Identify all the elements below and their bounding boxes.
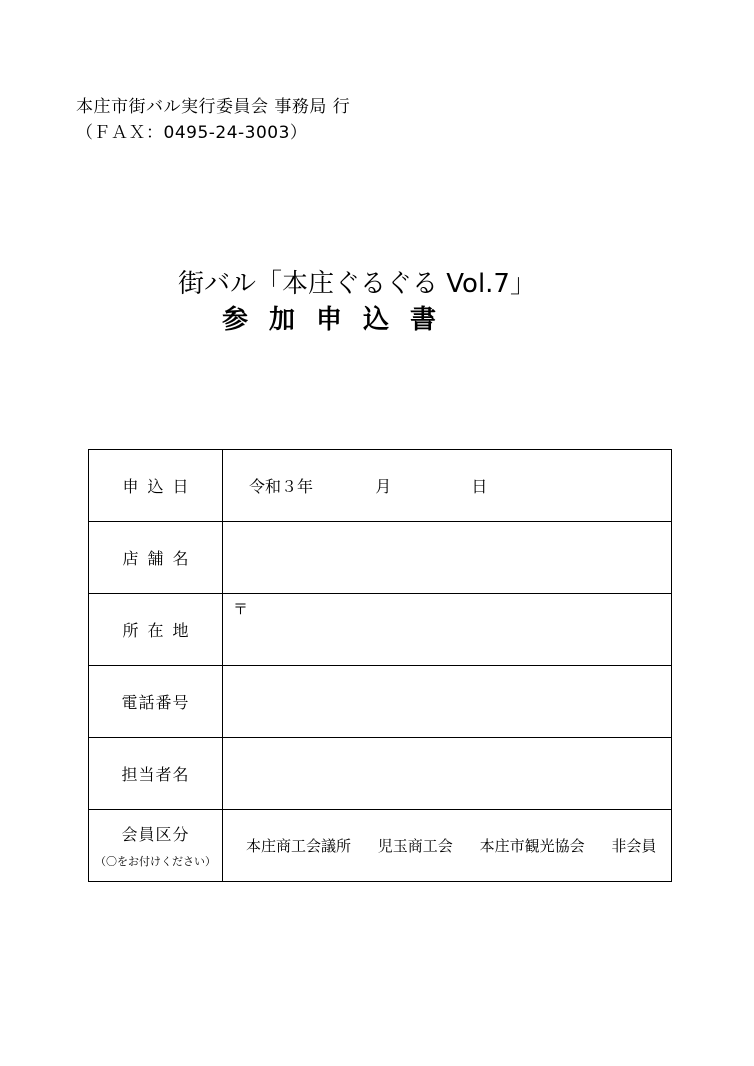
date-month: 月	[375, 477, 392, 496]
membership-option-chamber[interactable]: 本庄商工会議所	[246, 837, 352, 855]
document-subtitle: 参加申込書	[222, 305, 458, 335]
date-era: 令和３年	[249, 477, 314, 496]
membership-option-non-member[interactable]: 非会員	[611, 837, 657, 855]
application-date-label: 申込日	[89, 450, 223, 522]
contact-label: 担当者名	[89, 738, 223, 810]
recipient-fax: （ＦＡＸ：0495-24-3003）	[76, 123, 308, 143]
row-phone	[89, 666, 672, 738]
row-contact	[89, 738, 672, 810]
membership-option-kodama[interactable]: 児玉商工会	[377, 837, 453, 855]
phone-field[interactable]	[223, 666, 672, 738]
application-date-field[interactable]	[223, 450, 672, 522]
row-application-date	[89, 450, 672, 522]
membership-option-tourism[interactable]: 本庄市観光協会	[479, 837, 585, 855]
row-membership	[89, 810, 672, 882]
recipient-block	[76, 94, 350, 146]
recipient-name: 本庄市街バル実行委員会 事務局 行	[76, 97, 351, 117]
address-field[interactable]	[223, 594, 672, 666]
application-form-table	[88, 449, 672, 882]
membership-label: 会員区分 （〇をお付けください）	[89, 810, 223, 882]
membership-note: （〇をお付けください）	[95, 855, 216, 868]
membership-options	[223, 810, 672, 882]
postal-mark: 〒	[233, 600, 249, 618]
document-title: 街バル「本庄ぐるぐる Vol.7」	[178, 269, 536, 299]
date-day: 日	[471, 477, 488, 496]
phone-label: 電話番号	[89, 666, 223, 738]
store-name-field[interactable]	[223, 522, 672, 594]
address-label: 所在地	[89, 594, 223, 666]
row-address	[89, 594, 672, 666]
row-store-name	[89, 522, 672, 594]
contact-field[interactable]	[223, 738, 672, 810]
store-name-label: 店舗名	[89, 522, 223, 594]
